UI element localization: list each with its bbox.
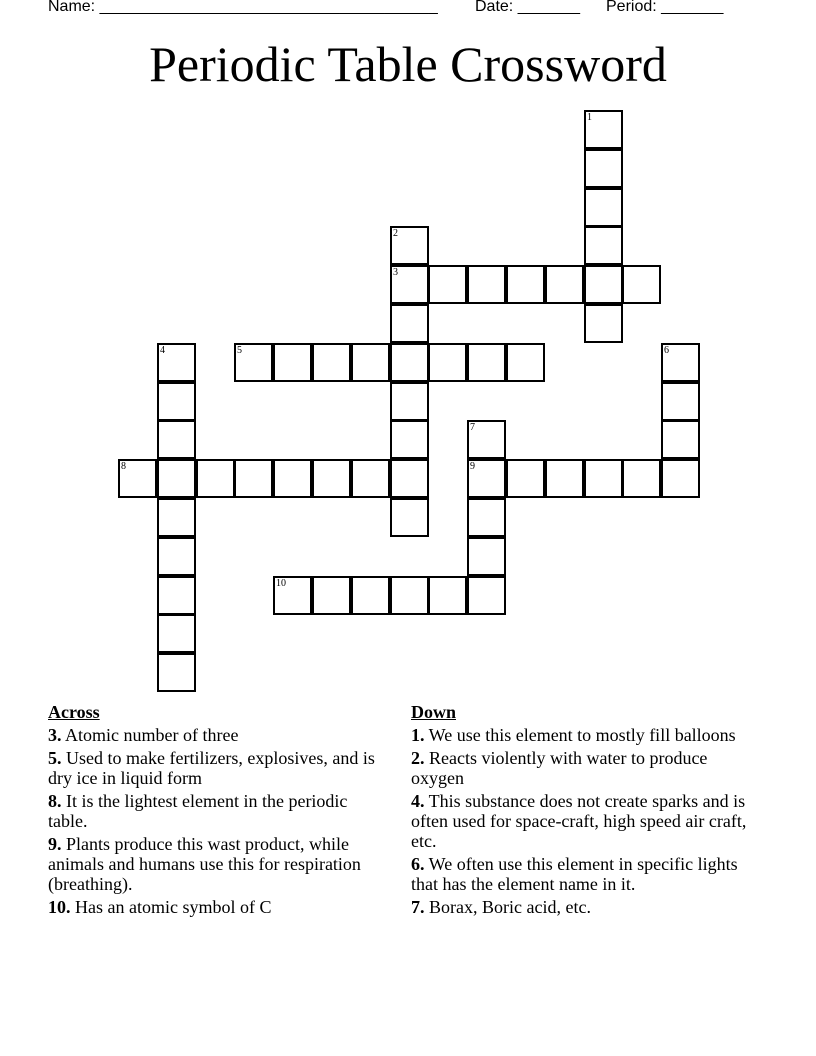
clue-number-label: 4 xyxy=(160,345,165,356)
clue-number-label: 1 xyxy=(587,112,592,123)
clue-text: Borax, Boric acid, etc. xyxy=(424,897,591,917)
clue-number: 9. xyxy=(48,834,62,854)
crossword-cell[interactable] xyxy=(273,459,312,498)
crossword-cell[interactable] xyxy=(390,343,429,382)
across-clue xyxy=(48,897,378,917)
crossword-cell[interactable] xyxy=(273,343,312,382)
crossword-cell[interactable] xyxy=(196,459,235,498)
crossword-cell[interactable] xyxy=(506,343,545,382)
crossword-cell[interactable] xyxy=(467,537,506,576)
clue-text: We use this element to mostly fill balloons xyxy=(424,725,736,745)
date-field[interactable]: Date: _______ xyxy=(475,0,580,15)
crossword-cell[interactable] xyxy=(467,576,506,615)
crossword-cell[interactable] xyxy=(390,304,429,343)
crossword-cell[interactable] xyxy=(390,382,429,421)
clue-text: Plants produce this wast product, while animals and humans use this for respiration (breathing). xyxy=(48,834,361,894)
clue-text: Reacts violently with water to produce oxygen xyxy=(411,748,708,788)
clue-number: 10. xyxy=(48,897,71,917)
name-field[interactable]: Name: ______________________________________ xyxy=(48,0,438,15)
crossword-cell[interactable] xyxy=(157,537,196,576)
crossword-cell[interactable] xyxy=(157,498,196,537)
down-clue xyxy=(411,897,751,917)
crossword-cell[interactable] xyxy=(428,265,467,304)
clue-text: We often use this element in specific lights that has the element name in it. xyxy=(411,854,738,894)
crossword-cell[interactable] xyxy=(545,459,584,498)
clue-text: This substance does not create sparks and is often used for space-craft, high speed air craft, etc. xyxy=(411,791,747,851)
crossword-cell[interactable] xyxy=(390,226,429,265)
crossword-cell[interactable] xyxy=(584,110,623,149)
clue-text: Has an atomic symbol of C xyxy=(70,897,272,917)
across-clues xyxy=(48,702,378,920)
crossword-cell[interactable] xyxy=(622,265,661,304)
crossword-cell[interactable] xyxy=(390,498,429,537)
clue-number-label: 5 xyxy=(237,345,242,356)
crossword-cell[interactable] xyxy=(584,304,623,343)
across-clue xyxy=(48,791,378,831)
clue-number: 5. xyxy=(48,748,62,768)
crossword-cell[interactable] xyxy=(157,576,196,615)
clue-number-label: 9 xyxy=(470,461,475,472)
crossword-cell[interactable] xyxy=(584,188,623,227)
clue-text: Used to make fertilizers, explosives, and is dry ice in liquid form xyxy=(48,748,375,788)
clue-number: 6. xyxy=(411,854,425,874)
crossword-cell[interactable] xyxy=(118,459,157,498)
crossword-cell[interactable] xyxy=(312,459,351,498)
crossword-cell[interactable] xyxy=(234,459,273,498)
crossword-cell[interactable] xyxy=(390,459,429,498)
across-clue xyxy=(48,748,378,788)
crossword-cell[interactable] xyxy=(157,382,196,421)
crossword-cell[interactable] xyxy=(467,265,506,304)
clue-number: 8. xyxy=(48,791,62,811)
clue-number-label: 10 xyxy=(276,578,286,589)
clue-number-label: 8 xyxy=(121,461,126,472)
down-clue xyxy=(411,791,751,851)
down-heading: Down xyxy=(411,702,457,722)
clue-number: 1. xyxy=(411,725,425,745)
across-clue xyxy=(48,834,378,894)
clue-number-label: 3 xyxy=(393,267,398,278)
across-clue xyxy=(48,725,378,745)
crossword-cell[interactable] xyxy=(428,576,467,615)
crossword-cell[interactable] xyxy=(622,459,661,498)
period-field[interactable]: Period: _______ xyxy=(606,0,724,15)
crossword-cell[interactable] xyxy=(661,420,700,459)
crossword-cell[interactable] xyxy=(351,343,390,382)
clue-number: 2. xyxy=(411,748,425,768)
down-clue xyxy=(411,725,751,745)
crossword-cell[interactable] xyxy=(584,459,623,498)
crossword-cell[interactable] xyxy=(390,576,429,615)
page-title: Periodic Table Crossword xyxy=(149,36,667,92)
crossword-cell[interactable] xyxy=(467,420,506,459)
clue-text: Atomic number of three xyxy=(61,725,239,745)
crossword-cell[interactable] xyxy=(157,653,196,692)
down-clue xyxy=(411,854,751,894)
crossword-cell[interactable] xyxy=(467,459,506,498)
clue-number-label: 6 xyxy=(664,345,669,356)
crossword-cell[interactable] xyxy=(157,459,196,498)
across-heading: Across xyxy=(48,702,100,722)
crossword-cell[interactable] xyxy=(234,343,273,382)
crossword-cell[interactable] xyxy=(467,498,506,537)
crossword-cell[interactable] xyxy=(312,576,351,615)
crossword-cell[interactable] xyxy=(351,576,390,615)
crossword-cell[interactable] xyxy=(312,343,351,382)
crossword-cell[interactable] xyxy=(351,459,390,498)
crossword-cell[interactable] xyxy=(428,343,467,382)
crossword-cell[interactable] xyxy=(584,265,623,304)
clue-text: It is the lightest element in the periodic table. xyxy=(48,791,348,831)
clue-number-label: 2 xyxy=(393,228,398,239)
crossword-cell[interactable] xyxy=(545,265,584,304)
crossword-cell[interactable] xyxy=(661,343,700,382)
clue-number: 4. xyxy=(411,791,425,811)
crossword-cell[interactable] xyxy=(157,420,196,459)
crossword-cell[interactable] xyxy=(584,226,623,265)
crossword-cell[interactable] xyxy=(157,343,196,382)
clue-number-label: 7 xyxy=(470,422,475,433)
crossword-cell[interactable] xyxy=(157,614,196,653)
clue-number: 7. xyxy=(411,897,425,917)
crossword-cell[interactable] xyxy=(661,459,700,498)
crossword-cell[interactable] xyxy=(467,343,506,382)
crossword-cell[interactable] xyxy=(506,459,545,498)
crossword-cell[interactable] xyxy=(273,576,312,615)
crossword-cell[interactable] xyxy=(661,382,700,421)
clue-number: 3. xyxy=(48,725,62,745)
crossword-cell[interactable] xyxy=(584,149,623,188)
down-clue xyxy=(411,748,751,788)
crossword-cell[interactable] xyxy=(390,420,429,459)
down-clues xyxy=(411,702,751,920)
crossword-cell[interactable] xyxy=(506,265,545,304)
crossword-cell[interactable] xyxy=(390,265,429,304)
